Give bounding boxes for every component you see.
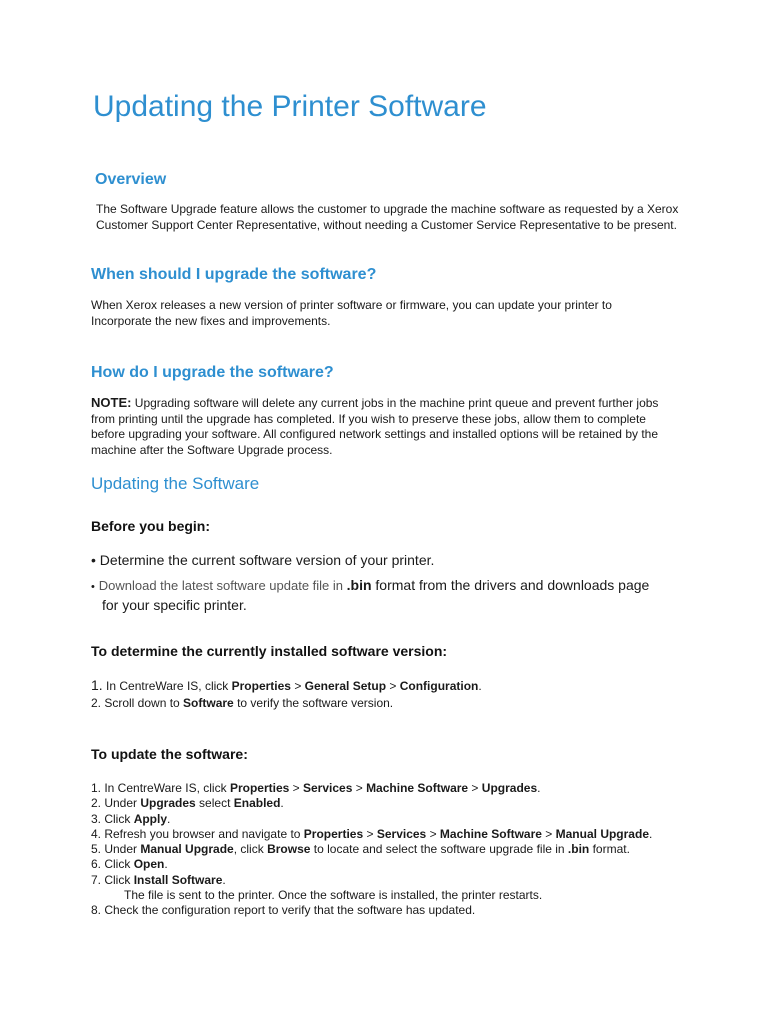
list-item: 5. Under Manual Upgrade, click Browse to locate and select the software upgrade file in .bin format. (91, 842, 630, 857)
update-steps (91, 781, 652, 919)
list-item-subtext: The file is sent to the printer. Once the software is installed, the printer restarts. (124, 888, 543, 903)
overview-heading: Overview (95, 171, 167, 188)
list-item: 2. Scroll down to Software to verify the software version. (91, 696, 394, 711)
updating-heading: Updating the Software (91, 474, 260, 493)
bullet2-suffix: format from the drivers and downloads page (371, 577, 650, 593)
note-text: Upgrading software will delete any current jobs in the machine print queue and prevent further jobs from printing until the upgrade has completed. If you wish to preserve these jobs, allow them to complete before upgrading your software. All configured network settings and installed options will be retained by the machine after the Software Upgrade process. (91, 396, 659, 457)
bullet2-bold: .bin (346, 577, 372, 593)
bullet-dot-icon: • (91, 552, 96, 568)
before-heading: Before you begin: (91, 518, 211, 534)
bullet-item (91, 551, 691, 569)
bullet2-prefix: Download the latest software update file in (98, 578, 347, 593)
list-item: 8. Check the configuration report to verify that the software has updated. (91, 903, 476, 918)
note-label: NOTE: (91, 395, 132, 410)
list-item: 2. Under Upgrades select Enabled. (91, 796, 284, 811)
note-paragraph (91, 395, 671, 458)
list-item: 7. Click Install Software. (91, 872, 226, 887)
update-heading: To update the software: (91, 746, 248, 762)
when-text: When Xerox releases a new version of printer software or firmware, you can update your printer to Incorporate the new fixes and improvements. (91, 298, 612, 328)
determine-heading: To determine the currently installed software version: (91, 643, 448, 659)
list-item: 4. Refresh you browser and navigate to Properties > Services > Machine Software > Manual Upgrade. (91, 826, 653, 841)
list-item: 1. In CentreWare IS, click Properties > Services > Machine Software > Upgrades. (91, 781, 541, 795)
when-heading: When should I upgrade the software? (91, 266, 377, 283)
determine-steps (91, 678, 482, 712)
bullet-item (91, 576, 711, 614)
list-item: 1. In CentreWare IS, click Properties > General Setup > Configuration. (91, 677, 482, 693)
bullet2-line2: for your specific printer. (102, 597, 247, 613)
overview-text: The Software Upgrade feature allows the customer to upgrade the machine software as requested by a Xerox Customer Support Center Representative, without needing a Customer Service Representative to be present. (96, 202, 679, 232)
bullet1-text: Determine the current software version of your printer. (99, 552, 435, 568)
list-item: 3. Click Apply. (91, 811, 171, 826)
how-heading: How do I upgrade the software? (91, 364, 334, 381)
list-item: 6. Click Open. (91, 857, 168, 872)
bullet-dot-icon: • (91, 581, 95, 593)
page-title: Updating the Printer Software (93, 90, 487, 123)
